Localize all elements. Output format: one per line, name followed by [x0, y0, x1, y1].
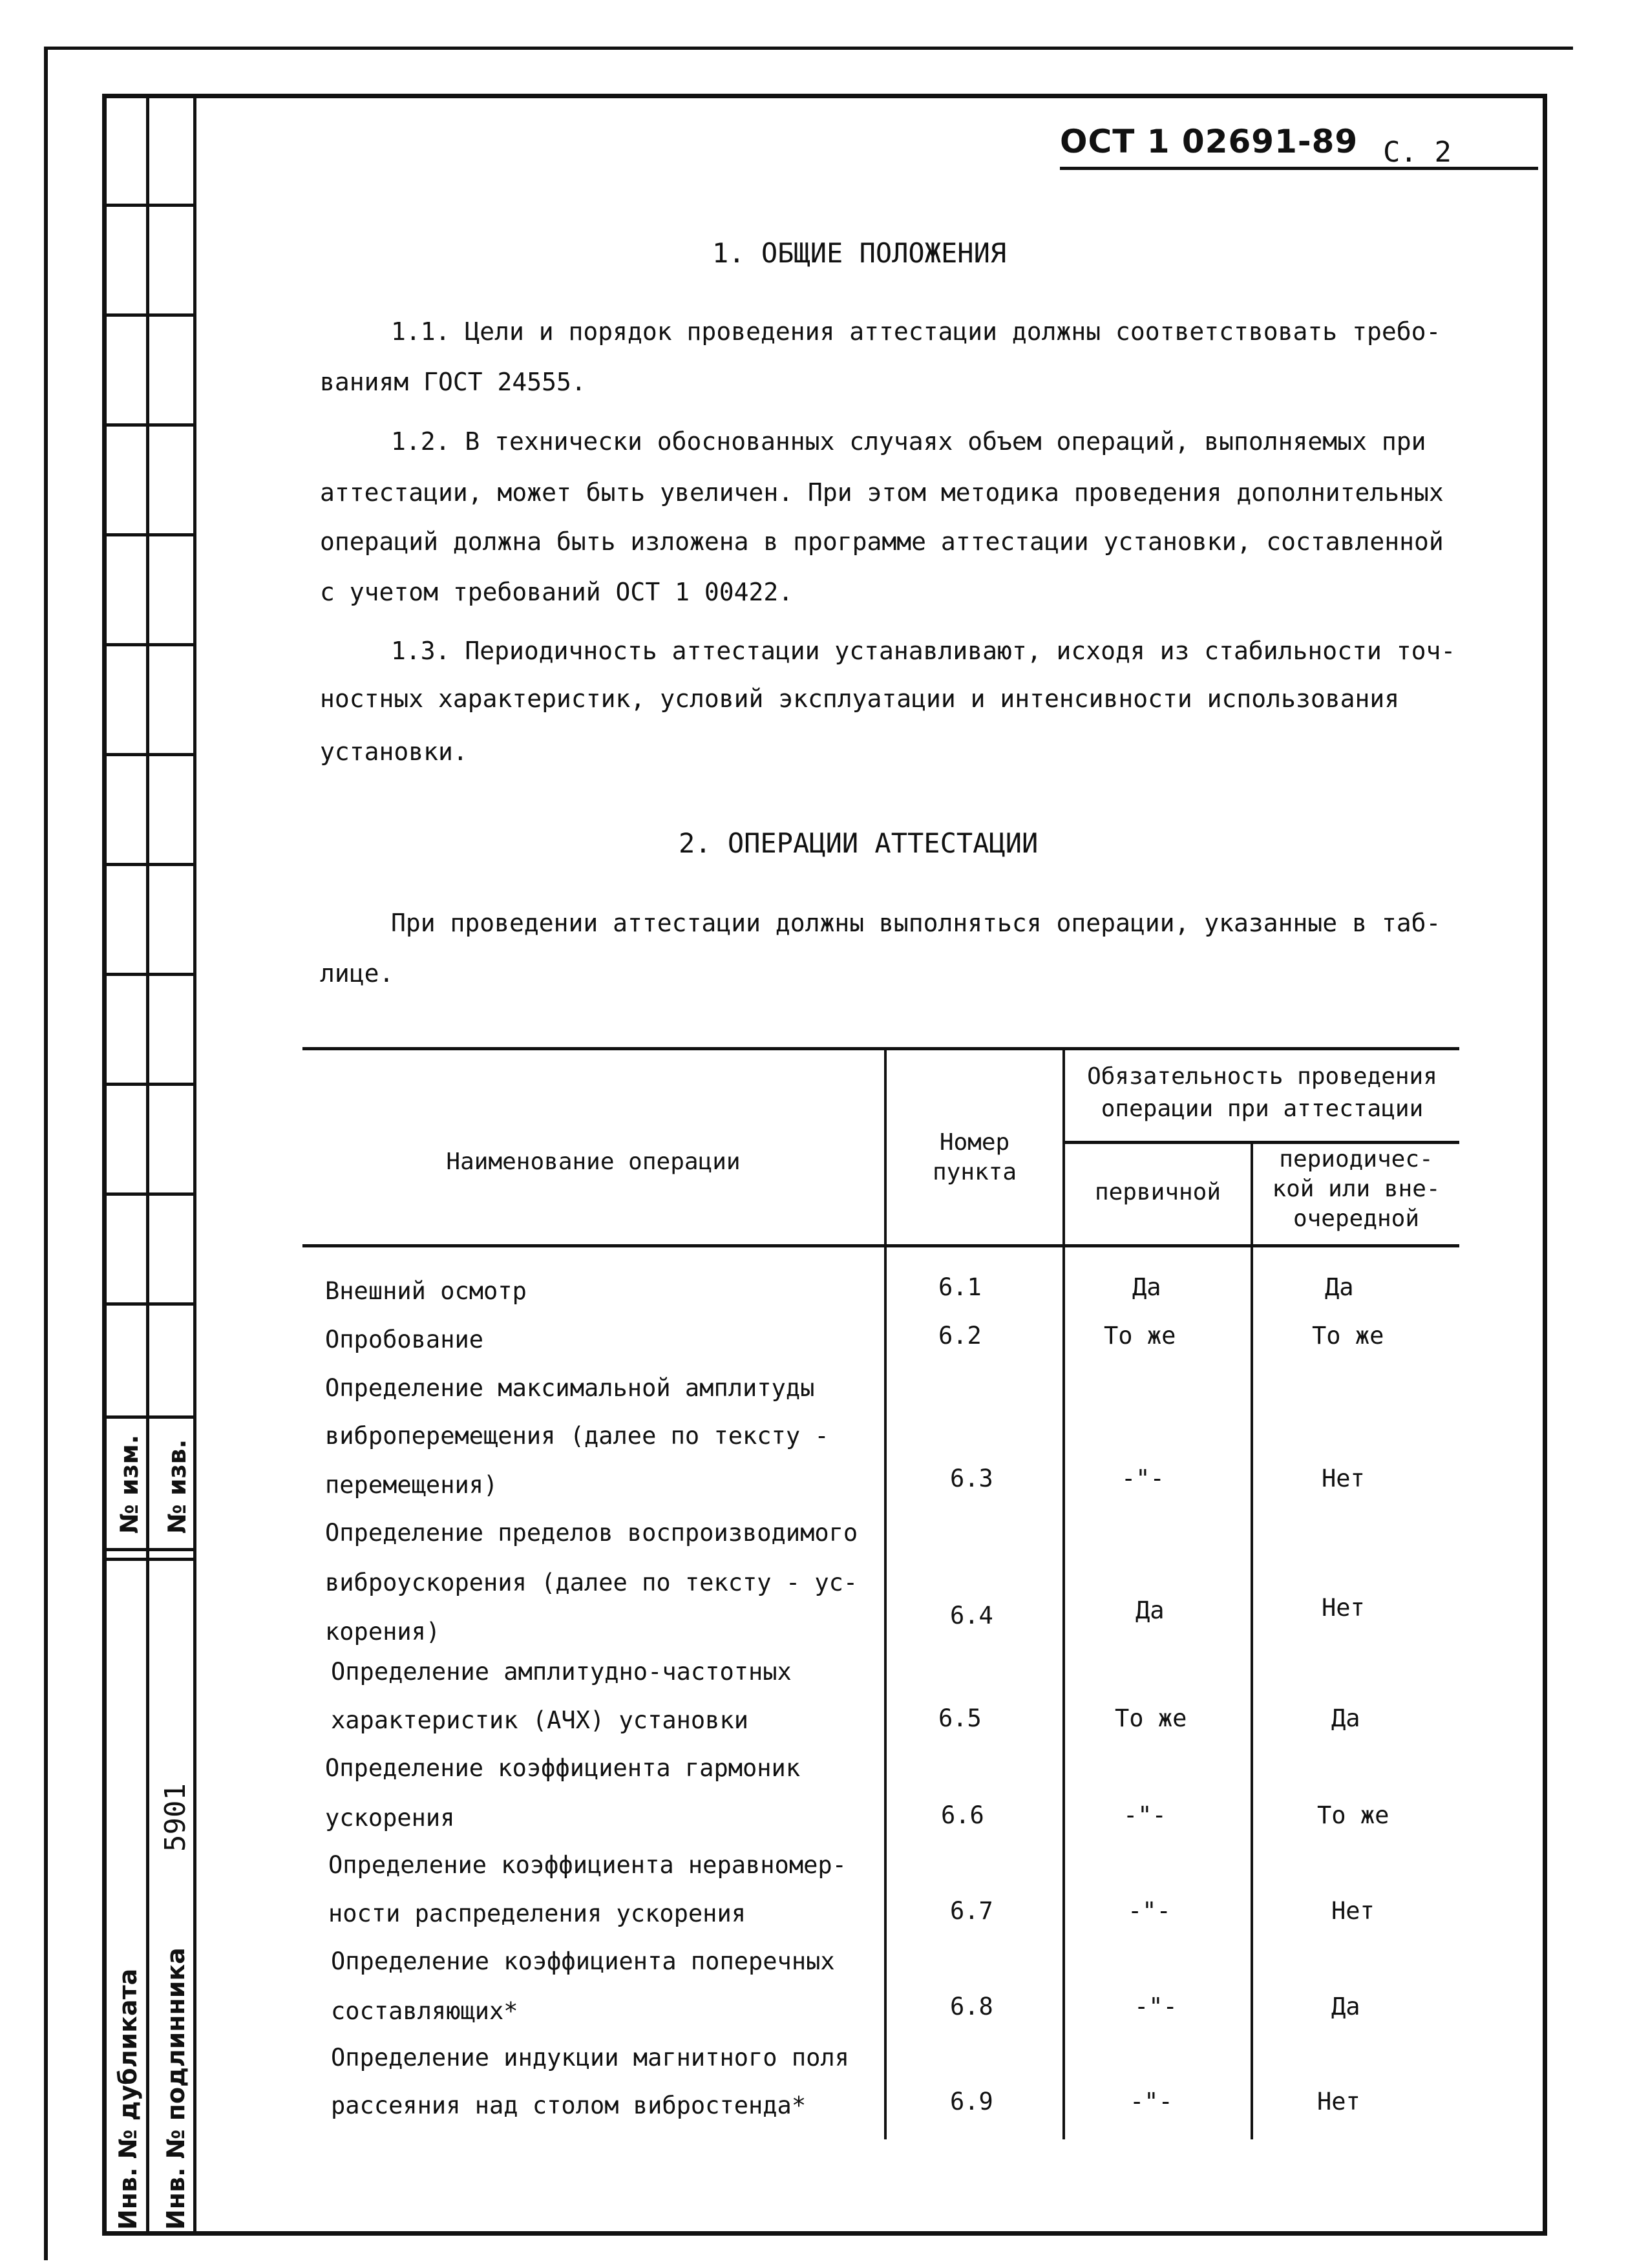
paragraph-line: 1.3. Периодичность аттестации устанавливают, исходя из стабильности точ- [391, 637, 1456, 665]
operation-name: составляющих* [331, 1997, 518, 2025]
primary-value: -"- [1130, 2088, 1173, 2115]
primary-value: -"- [1134, 1993, 1178, 2020]
operation-name: Внешний осмотр [325, 1277, 527, 1305]
periodic-value: Да [1331, 1704, 1360, 1732]
side-stamp-rule [102, 1083, 196, 1086]
operation-name: Определение пределов воспроизводимого [325, 1519, 858, 1547]
primary-value: То же [1104, 1322, 1176, 1350]
paragraph-line: операций должна быть изложена в программе аттестации установки, составленной [320, 527, 1444, 556]
clause-number: 6.9 [950, 2088, 993, 2115]
paragraph-line: аттестации, может быть увеличен. При этом методика проведения дополнительных [320, 478, 1444, 507]
operation-name: виброускорения (далее по тексту - ус- [325, 1569, 858, 1596]
side-stamp-rule [102, 753, 196, 756]
side-stamp-rule [102, 1558, 196, 1561]
paragraph-line: ваниям ГОСТ 24555. [320, 368, 586, 396]
side-stamp-rule [102, 1302, 196, 1306]
periodic-value: Да [1331, 1993, 1360, 2020]
operation-name: Определение индукции магнитного поля [331, 2044, 849, 2072]
paragraph-line: лице. [320, 959, 394, 988]
operation-name: виброперемещения (далее по тексту - [325, 1422, 829, 1450]
column-header-periodic-line: периодичес- [1279, 1146, 1433, 1172]
table-top-rule [302, 1047, 1459, 1050]
clause-number: 6.1 [938, 1273, 982, 1301]
periodic-value: Да [1325, 1273, 1354, 1301]
side-stamp-rule [102, 1192, 196, 1196]
side-stamp-rule [102, 643, 196, 646]
column-header-periodic-line: очередной [1293, 1205, 1420, 1232]
side-stamp-rule [102, 973, 196, 976]
primary-value: То же [1115, 1704, 1187, 1732]
column-header-number-line: пункта [932, 1159, 1017, 1185]
table-column-divider [1251, 1141, 1253, 2139]
paragraph-line: При проведении аттестации должны выполняться операции, указанные в таб- [391, 909, 1441, 937]
primary-value: -"- [1121, 1465, 1165, 1492]
table-group-rule [1062, 1141, 1459, 1144]
section-2-heading: 2. ОПЕРАЦИИ АТТЕСТАЦИИ [679, 827, 1039, 859]
side-stamp-rule [102, 423, 196, 427]
notice-number-label: № изв. [163, 1439, 191, 1534]
original-inventory-label: Инв. № подлинника [162, 1947, 190, 2230]
periodic-value: То же [1312, 1322, 1384, 1350]
operation-name: ности распределения ускорения [328, 1900, 746, 1927]
operation-name: Определение коэффициента гармоник [325, 1754, 801, 1782]
table-header-bottom-rule [302, 1244, 1459, 1247]
document-code: ОСТ 1 02691-89 [1060, 123, 1358, 160]
header-rule [1060, 167, 1538, 170]
column-header-primary: первичной [1094, 1179, 1221, 1205]
paragraph-line: 1.2. В технически обоснованных случаях объем операций, выполняемых при [391, 427, 1426, 456]
operation-name: ускорения [325, 1804, 455, 1832]
side-stamp-rule [102, 204, 196, 207]
operation-name: Определение коэффициента неравномер- [328, 1851, 847, 1879]
clause-number: 6.4 [950, 1602, 993, 1629]
operation-name: корения) [325, 1618, 441, 1646]
primary-value: -"- [1123, 1801, 1167, 1829]
side-stamp [102, 94, 196, 2236]
section-1-heading: 1. ОБЩИЕ ПОЛОЖЕНИЯ [712, 237, 1007, 269]
column-group-header-line: операции при аттестации [1101, 1096, 1424, 1122]
paragraph-line: с учетом требований ОСТ 1 00422. [320, 578, 794, 606]
primary-value: -"- [1128, 1897, 1171, 1925]
operation-name: характеристик (АЧХ) установки [331, 1706, 749, 1734]
side-stamp-rule [102, 863, 196, 866]
side-stamp-rule [102, 533, 196, 536]
operation-name: рассеяния над столом вибростенда* [331, 2092, 807, 2119]
paragraph-line: ностных характеристик, условий эксплуатации и интенсивности использования [320, 684, 1400, 713]
operation-name: перемещения) [325, 1471, 498, 1499]
primary-value: Да [1132, 1273, 1161, 1301]
column-header-name: Наименование операции [446, 1149, 741, 1175]
change-number-label: № изм. [115, 1434, 143, 1534]
clause-number: 6.6 [941, 1801, 984, 1829]
page-number: С. 2 [1383, 136, 1452, 169]
side-stamp-rule [102, 313, 196, 317]
periodic-value: Нет [1322, 1594, 1365, 1622]
clause-number: 6.8 [950, 1993, 993, 2020]
periodic-value: То же [1317, 1801, 1389, 1829]
operation-name: Определение максимальной амплитуды [325, 1374, 815, 1402]
clause-number: 6.3 [950, 1465, 993, 1492]
operation-name: Определение коэффициента поперечных [331, 1947, 835, 1975]
column-group-header-line: Обязательность проведения [1087, 1063, 1437, 1090]
operation-name: Опробование [325, 1326, 484, 1353]
periodic-value: Нет [1322, 1465, 1365, 1492]
operation-name: Определение амплитудно-частотных [331, 1658, 792, 1686]
primary-value: Да [1136, 1596, 1165, 1624]
clause-number: 6.5 [938, 1704, 982, 1732]
side-stamp-divider [146, 94, 149, 2236]
side-stamp-divider [193, 94, 196, 2236]
column-header-number-line: Номер [939, 1129, 1010, 1156]
side-stamp-rule [102, 1548, 196, 1551]
clause-number: 6.7 [950, 1897, 993, 1925]
periodic-value: Нет [1317, 2088, 1360, 2115]
paragraph-line: установки. [320, 737, 468, 766]
paragraph-line: 1.1. Цели и порядок проведения аттестации должны соответствовать требо- [391, 317, 1441, 346]
table-column-divider [1062, 1047, 1065, 2139]
periodic-value: Нет [1331, 1897, 1375, 1925]
clause-number: 6.2 [938, 1322, 982, 1350]
side-stamp-rule [102, 1415, 196, 1419]
column-header-periodic-line: кой или вне- [1272, 1176, 1441, 1202]
table-column-divider [884, 1047, 887, 2139]
inventory-number: 5901 [159, 1783, 192, 1852]
duplicate-inventory-label: Инв. № дубликата [114, 1968, 142, 2230]
